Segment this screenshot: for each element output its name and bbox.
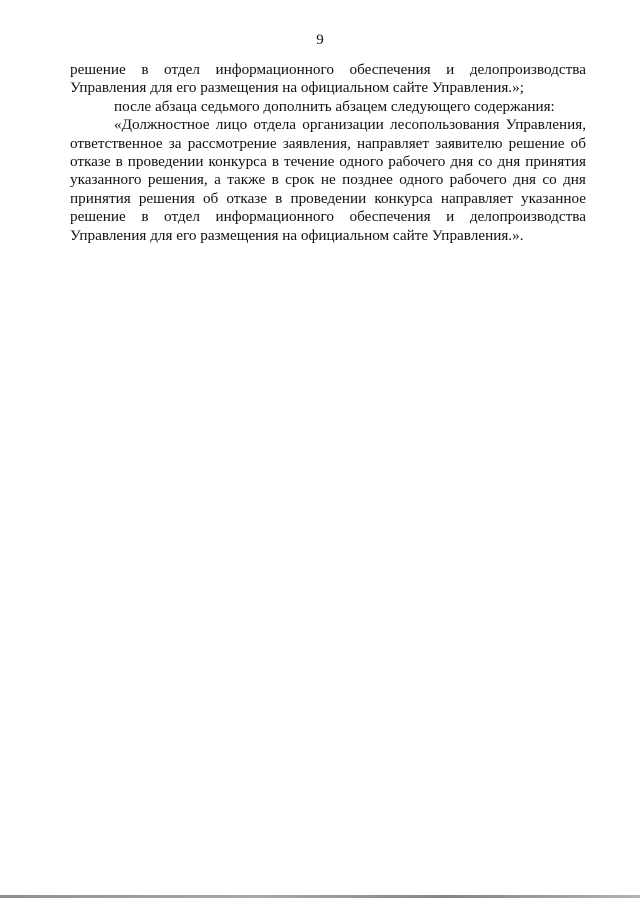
word: в <box>271 171 279 189</box>
word: за <box>168 134 182 152</box>
word: направляет <box>357 134 430 152</box>
word: Управления, <box>505 116 586 134</box>
text-line <box>70 171 586 189</box>
text-line: Управления для его размещения на официальном сайте Управления.». <box>70 226 524 244</box>
word: конкурса <box>374 189 433 207</box>
word: делопроизводства <box>469 208 586 226</box>
text-line <box>70 61 586 79</box>
word: решение <box>70 208 126 226</box>
word: об <box>202 189 219 207</box>
word: дня <box>497 152 521 170</box>
word: в <box>141 208 149 226</box>
word: лесопользования <box>390 116 500 134</box>
word: решение <box>70 61 126 78</box>
word: в <box>115 152 123 170</box>
word: принятия <box>525 152 586 170</box>
word: организации <box>302 116 384 134</box>
word: проведении <box>127 152 204 170</box>
word: обеспечения <box>349 208 431 226</box>
word: а <box>214 171 221 189</box>
text-line: Управления для его размещения на официальном сайте Управления.»; <box>70 79 524 97</box>
word: информационного <box>215 208 334 226</box>
word: и <box>446 208 455 226</box>
text-line <box>70 116 586 134</box>
word: в <box>271 152 279 170</box>
word: срок <box>285 171 315 189</box>
word: одного <box>399 171 444 189</box>
word: обеспечения <box>349 61 431 78</box>
page-number: 9 <box>316 32 324 48</box>
word: рассмотрение <box>187 134 277 152</box>
word: об <box>570 134 586 152</box>
word: отдела <box>253 116 297 134</box>
word: конкурса <box>208 152 267 170</box>
word: дня <box>513 171 536 189</box>
word: и <box>446 61 455 78</box>
word: со <box>478 152 493 170</box>
word: «Должностное <box>114 116 210 134</box>
text-line <box>70 208 586 226</box>
word: делопроизводства <box>469 61 586 78</box>
word: рабочего <box>388 152 446 170</box>
word: отказе <box>226 189 268 207</box>
word: со <box>542 171 557 189</box>
word: также <box>227 171 266 189</box>
word: в <box>275 189 283 207</box>
word: течение <box>283 152 335 170</box>
text-line <box>70 190 586 208</box>
word: лицо <box>215 116 248 134</box>
word: рабочего <box>449 171 507 189</box>
word: решение <box>508 134 565 152</box>
word: дня <box>563 171 586 189</box>
word: дня <box>450 152 474 170</box>
word: в <box>141 61 149 78</box>
word: информационного <box>215 61 334 78</box>
word: позднее <box>342 171 393 189</box>
word: ответственное <box>70 134 163 152</box>
word: отдел <box>164 208 200 226</box>
text-line <box>70 153 586 171</box>
word: принятия <box>70 189 131 207</box>
text-line: после абзаца седьмого дополнить абзацем следующего содержания: <box>114 97 555 115</box>
word: направляет <box>440 189 513 207</box>
word: указанного <box>70 171 142 189</box>
word: одного <box>339 152 384 170</box>
word: решения <box>138 189 195 207</box>
word: заявления, <box>282 134 351 152</box>
word: отказе <box>70 152 111 170</box>
document-body <box>70 61 586 245</box>
text-line <box>70 135 586 153</box>
word: проведении <box>290 189 367 207</box>
scan-bottom-edge <box>0 895 640 898</box>
word: отдел <box>164 61 200 78</box>
word: решения, <box>147 171 208 189</box>
word: заявителю <box>435 134 503 152</box>
word: не <box>320 171 336 189</box>
word: указанное <box>520 189 586 207</box>
